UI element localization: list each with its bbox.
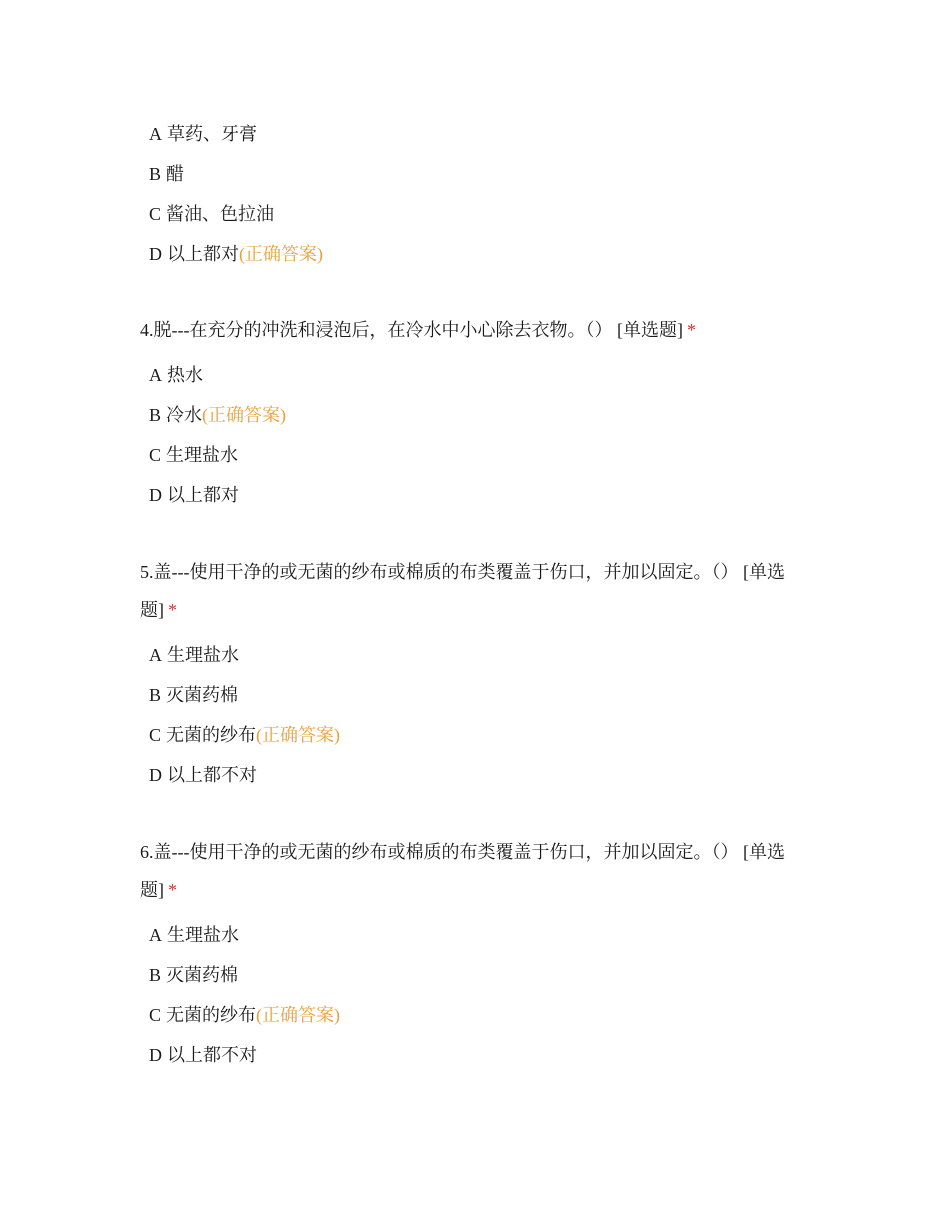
option-c [140, 435, 805, 475]
question-title [140, 553, 805, 629]
option-text: 生理盐水 [166, 445, 239, 465]
option-text: 灭菌药棉 [166, 965, 239, 985]
option-text: 醋 [166, 164, 185, 184]
option-text: 以上都不对 [167, 1045, 257, 1065]
option-text: 草药、牙膏 [167, 124, 257, 144]
option-letter: A [149, 365, 162, 385]
option-text: 生理盐水 [167, 925, 239, 945]
question-6 [140, 833, 805, 1075]
correct-answer-tag: (正确答案) [256, 1005, 341, 1025]
option-letter: C [149, 204, 162, 224]
option-b [140, 395, 805, 435]
correct-answer-tag: (正确答案) [239, 244, 323, 264]
option-letter: B [149, 685, 162, 705]
option-letter: C [149, 445, 162, 465]
question-title [140, 833, 805, 909]
required-star: * [168, 600, 177, 620]
option-letter: D [149, 765, 162, 785]
option-b [140, 154, 805, 194]
option-a [140, 114, 805, 154]
option-a [140, 355, 805, 395]
option-text: 酱油、色拉油 [166, 204, 275, 224]
option-letter: D [149, 244, 162, 264]
option-a [140, 915, 805, 955]
option-letter: B [149, 164, 162, 184]
option-d [140, 475, 805, 515]
required-star: * [168, 880, 177, 900]
option-c [140, 715, 805, 755]
option-letter: D [149, 1045, 162, 1065]
question-3-continued [140, 114, 805, 274]
option-text: 冷水 [166, 405, 203, 425]
question-text: 6.盖---使用干净的或无菌的纱布或棉质的布类覆盖于伤口，并加以固定。（） [单选题] [140, 842, 785, 900]
option-letter: B [149, 405, 162, 425]
correct-answer-tag: (正确答案) [256, 725, 341, 745]
question-4 [140, 311, 805, 515]
option-a [140, 635, 805, 675]
option-c [140, 194, 805, 234]
option-letter: B [149, 965, 162, 985]
required-star: * [686, 320, 696, 340]
option-letter: A [149, 124, 162, 144]
question-text: 4.脱---在充分的冲洗和浸泡后，在冷水中小心除去衣物。（） [单选题] [140, 320, 683, 340]
question-title [140, 311, 805, 349]
option-text: 以上都对 [167, 485, 239, 505]
option-b [140, 675, 805, 715]
option-text: 热水 [167, 365, 203, 385]
question-text: 5.盖---使用干净的或无菌的纱布或棉质的布类覆盖于伤口，并加以固定。（） [单选题] [140, 562, 785, 620]
option-letter: C [149, 1005, 162, 1025]
question-5 [140, 553, 805, 795]
option-letter: D [149, 485, 162, 505]
option-letter: A [149, 925, 162, 945]
option-text: 灭菌药棉 [166, 685, 239, 705]
option-letter: A [149, 645, 162, 665]
option-text: 以上都不对 [167, 765, 257, 785]
option-text: 无菌的纱布 [166, 725, 257, 745]
option-text: 生理盐水 [167, 645, 239, 665]
option-d [140, 1035, 805, 1075]
option-d [140, 755, 805, 795]
option-c [140, 995, 805, 1035]
option-b [140, 955, 805, 995]
option-text: 无菌的纱布 [166, 1005, 257, 1025]
correct-answer-tag: (正确答案) [202, 405, 287, 425]
option-d [140, 234, 805, 274]
option-letter: C [149, 725, 162, 745]
option-text: 以上都对 [167, 244, 239, 264]
